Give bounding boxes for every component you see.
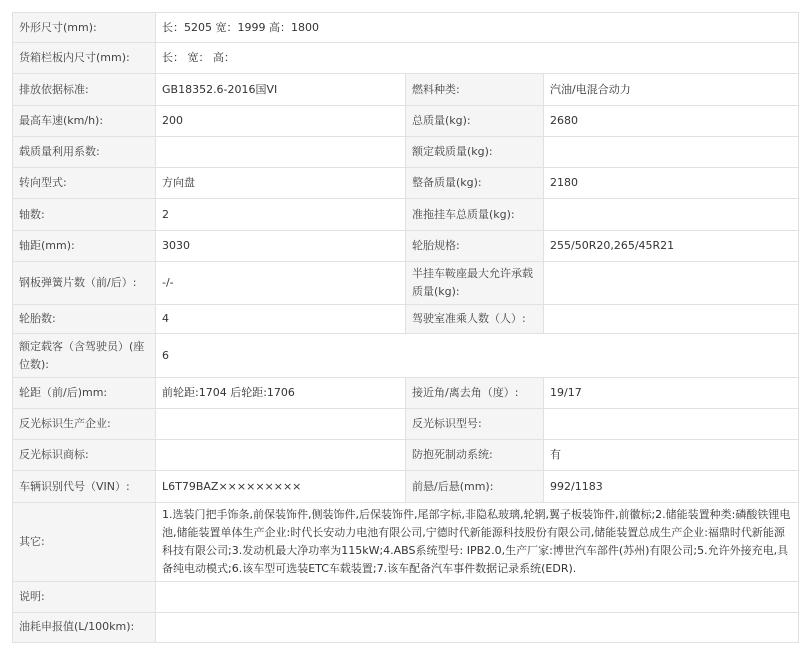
label-reflector-model: 反光标识型号: (406, 409, 544, 440)
label-axles: 轴数: (13, 199, 156, 230)
label-approach-departure: 接近角/离去角（度）: (406, 377, 544, 408)
spec-row-load-factor (13, 136, 799, 167)
label-total-mass: 总质量(kg): (406, 105, 544, 136)
spec-row-wheelbase (13, 230, 799, 261)
label-fuel-consumption: 油耗申报值(L/100km): (13, 612, 156, 642)
value-trailer-mass (544, 199, 799, 230)
label-cab-seats: 驾驶室准乘人数（人）: (406, 305, 544, 334)
spec-row-dimensions (13, 13, 799, 43)
value-load-factor (156, 136, 406, 167)
label-tire-count: 轮胎数: (13, 305, 156, 334)
value-cargo-box: 长： 宽： 高： (156, 43, 799, 74)
value-reflector-brand (156, 440, 406, 471)
label-wheelbase: 轴距(mm): (13, 230, 156, 261)
label-rated-passengers: 额定载客（含驾驶员）(座位数): (13, 334, 156, 377)
value-max-speed: 200 (156, 105, 406, 136)
value-fuel-consumption (156, 612, 799, 642)
value-track-width: 前轮距:1704 后轮距:1706 (156, 377, 406, 408)
value-tire-spec: 255/50R20,265/45R21 (544, 230, 799, 261)
value-saddle-load (544, 261, 799, 304)
label-notes: 说明: (13, 582, 156, 612)
label-cargo-box: 货箱栏板内尺寸(mm): (13, 43, 156, 74)
label-reflector-maker: 反光标识生产企业: (13, 409, 156, 440)
spec-row-passengers (13, 334, 799, 377)
value-approach-departure: 19/17 (544, 377, 799, 408)
value-overhang: 992/1183 (544, 471, 799, 502)
value-other: 1.选装门把手饰条,前保装饰件,侧装饰件,后保装饰件,尾部字标,非隐私玻璃,轮辋,翼子板装饰件,前徽标;2.储能装置种类:磷酸铁锂电池,储能装置单体生产企业:时代长安动力电池有限公司,宁德时代新能源科技股份有限公司,储能装置总成生产企业:福鼎时代新能源科技有限公司;3.发动机最大净功率为115kW;4.ABS系统型号: IPB2.0,生产厂家:博世汽车部件(苏州)有限公司;5.允许外接充电,具备纯电动模式;6.该车型可选装ETC车载装置;7.该车配备汽车事件数据记录系统(EDR). (156, 502, 799, 582)
label-tire-spec: 轮胎规格: (406, 230, 544, 261)
label-steering: 转向型式: (13, 168, 156, 199)
value-rated-load (544, 136, 799, 167)
value-fuel-type: 汽油/电混合动力 (544, 74, 799, 105)
label-fuel-type: 燃料种类: (406, 74, 544, 105)
spec-row-emission (13, 74, 799, 105)
label-rated-load: 额定载质量(kg): (406, 136, 544, 167)
vehicle-spec-table (12, 12, 799, 643)
value-abs: 有 (544, 440, 799, 471)
value-notes (156, 582, 799, 612)
label-overhang: 前悬/后悬(mm): (406, 471, 544, 502)
spec-row-springs (13, 261, 799, 304)
label-load-factor: 载质量利用系数: (13, 136, 156, 167)
value-dimensions: 长：5205 宽：1999 高：1800 (156, 13, 799, 43)
label-abs: 防抱死制动系统: (406, 440, 544, 471)
label-dimensions: 外形尺寸(mm): (13, 13, 156, 43)
value-vin: L6T79BAZ××××××××× (156, 471, 406, 502)
spec-row-steering (13, 168, 799, 199)
spec-row-cargo-box (13, 43, 799, 74)
spec-row-reflector-maker (13, 409, 799, 440)
spec-row-other (13, 502, 799, 582)
label-max-speed: 最高车速(km/h): (13, 105, 156, 136)
value-leaf-springs: -/- (156, 261, 406, 304)
value-total-mass: 2680 (544, 105, 799, 136)
label-reflector-brand: 反光标识商标: (13, 440, 156, 471)
value-wheelbase: 3030 (156, 230, 406, 261)
label-other: 其它: (13, 502, 156, 582)
value-reflector-model (544, 409, 799, 440)
label-leaf-springs: 钢板弹簧片数（前/后）: (13, 261, 156, 304)
value-emission-standard: GB18352.6-2016国VI (156, 74, 406, 105)
value-cab-seats (544, 305, 799, 334)
spec-row-reflector-brand (13, 440, 799, 471)
spec-row-fuel-consumption (13, 612, 799, 642)
spec-row-track (13, 377, 799, 408)
label-track-width: 轮距（前/后)mm: (13, 377, 156, 408)
label-emission-standard: 排放依据标准: (13, 74, 156, 105)
label-saddle-load: 半挂车鞍座最大允许承载质量(kg): (406, 261, 544, 304)
label-trailer-mass: 准拖挂车总质量(kg): (406, 199, 544, 230)
spec-row-notes (13, 582, 799, 612)
value-tire-count: 4 (156, 305, 406, 334)
value-axles: 2 (156, 199, 406, 230)
spec-row-vin (13, 471, 799, 502)
value-curb-mass: 2180 (544, 168, 799, 199)
label-curb-mass: 整备质量(kg): (406, 168, 544, 199)
value-rated-passengers: 6 (156, 334, 799, 377)
label-vin: 车辆识别代号（VIN）: (13, 471, 156, 502)
spec-row-speed (13, 105, 799, 136)
spec-row-axles (13, 199, 799, 230)
value-reflector-maker (156, 409, 406, 440)
spec-row-tires (13, 305, 799, 334)
value-steering: 方向盘 (156, 168, 406, 199)
